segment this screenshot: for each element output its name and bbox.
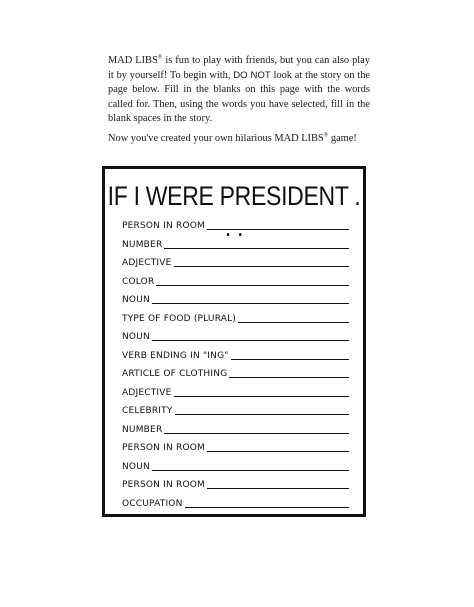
blank-line[interactable] — [231, 359, 349, 360]
blank-line[interactable] — [152, 340, 349, 341]
blank-line[interactable] — [164, 248, 349, 249]
blank-label: VERB ENDING IN "ING" — [122, 350, 229, 361]
blank-row[interactable] — [122, 475, 349, 491]
blank-label: CELEBRITY — [122, 406, 173, 416]
intro-text-2: look at the story on the page below. Fill in the blanks on this page with the words called for. Then, using the words you have selected, fill in the blank spaces in the story. — [108, 69, 371, 125]
blank-label: PERSON IN ROOM — [122, 443, 205, 453]
blank-line[interactable] — [152, 470, 349, 471]
blank-line[interactable] — [238, 322, 349, 323]
blank-row[interactable] — [122, 420, 349, 436]
blank-label: ARTICLE OF CLOTHING — [122, 369, 228, 379]
blank-line[interactable] — [152, 303, 349, 304]
blank-label: NOUN — [122, 461, 150, 472]
blank-line[interactable] — [174, 396, 349, 397]
blank-row[interactable] — [122, 383, 349, 399]
blank-row[interactable] — [122, 457, 349, 473]
blank-label: NUMBER — [122, 424, 163, 435]
blank-label: COLOR — [122, 276, 155, 287]
closing-text-1: Now you've created your own hilarious MAD LIBS — [108, 133, 324, 144]
do-not-emphasis: DO NOT — [233, 69, 271, 81]
blank-label: ADJECTIVE — [122, 258, 172, 268]
intro-paragraph — [108, 54, 370, 127]
form-title: IF I WERE PRESIDENT . . . — [107, 181, 361, 242]
closing-paragraph — [108, 132, 370, 147]
blank-row[interactable] — [122, 290, 349, 306]
blank-label: OCCUPATION — [122, 498, 183, 509]
blank-line[interactable] — [229, 377, 349, 378]
blank-label: NOUN — [122, 332, 150, 342]
blank-label: NOUN — [122, 295, 150, 305]
blank-line[interactable] — [174, 266, 349, 267]
brand-name: MAD LIBS — [108, 55, 158, 66]
blank-row[interactable] — [122, 235, 349, 251]
blank-line[interactable] — [207, 488, 349, 489]
registered-mark: ® — [157, 54, 163, 61]
blank-row[interactable] — [122, 253, 349, 269]
blank-label: PERSON IN ROOM — [122, 480, 205, 490]
registered-mark: ® — [323, 132, 329, 139]
blank-label: NUMBER — [122, 239, 163, 250]
blank-row[interactable] — [122, 346, 349, 362]
closing-text-2: game! — [328, 133, 357, 144]
blank-row[interactable] — [122, 401, 349, 417]
blank-row[interactable] — [122, 309, 349, 325]
blank-row[interactable] — [122, 364, 349, 380]
word-list-box — [102, 166, 366, 517]
blank-label: TYPE OF FOOD (PLURAL) — [122, 313, 237, 324]
blank-line[interactable] — [164, 433, 349, 434]
blank-label: ADJECTIVE — [122, 387, 172, 398]
blank-row[interactable] — [122, 327, 349, 343]
blank-row[interactable] — [122, 272, 349, 288]
blank-row[interactable] — [122, 216, 349, 232]
blank-line[interactable] — [207, 451, 349, 452]
blank-row[interactable] — [122, 438, 349, 454]
intro-text-1: is fun to play with friends, but you can also play it by yourself! To begin with, — [108, 55, 370, 81]
blank-row[interactable] — [122, 494, 349, 510]
blank-label: PERSON IN ROOM — [122, 221, 205, 231]
blank-line[interactable] — [175, 414, 349, 415]
blank-line[interactable] — [156, 285, 349, 286]
blank-line[interactable] — [185, 507, 349, 508]
blank-line[interactable] — [207, 229, 349, 230]
